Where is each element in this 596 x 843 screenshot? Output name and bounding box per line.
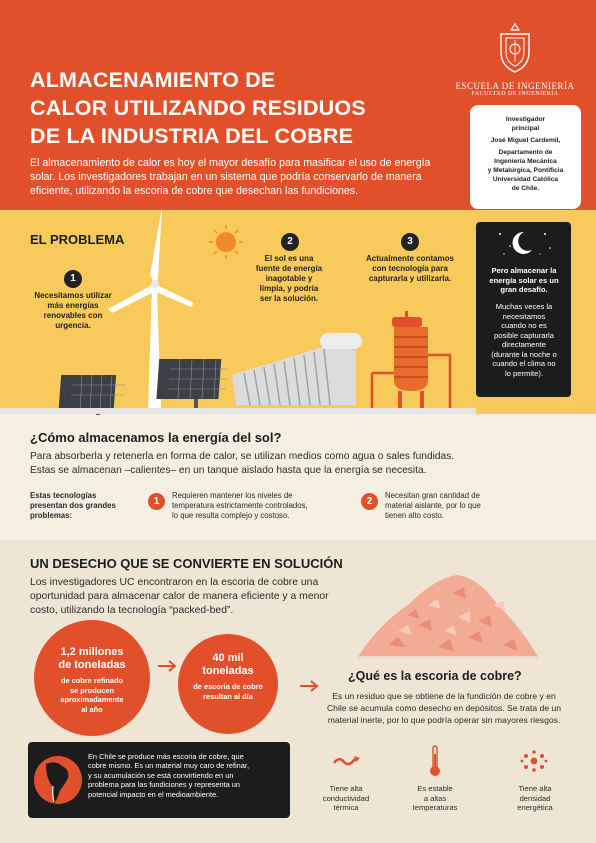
solution-paragraph: Los investigadores UC encontraron en la escoria de cobre una oportunidad para almacenar calor de manera eficiente y a menor costo, utilizando la tecnología “packed-bed”. — [30, 577, 329, 616]
shield-icon — [497, 22, 533, 74]
intro-paragraph: El almacenamiento de calor es hoy el mayor desafío para masificar el uso de energía solar. Los investigadores trabajan en un sistema que podría conservarlo de manera eficiente, utilizando la escoria de cobre que desechan las fundiciones. — [30, 157, 431, 197]
property-density: Tiene alta densidad energética — [517, 784, 553, 812]
chile-text: En Chile se produce más escoria de cobre, que cobre mismo. Es un material muy caro de refinar, y su acumulación se está convirtiendo en un problema para las fundiciones y representa un potencial impacto en el medioambiente. — [88, 752, 250, 799]
sun-icon — [209, 225, 243, 259]
property-conductivity: Tiene alta conductividad térmica — [322, 784, 370, 812]
problem-1-text: Requieren mantener los niveles de temperatura estrictamente controlados, lo que resulta complejo y costoso. — [172, 491, 308, 520]
stat-1-small: de cobre refinado se producen aproximadamente al año — [60, 676, 124, 714]
slag-answer: Es un residuo que se obtiene de la fundición de cobre y en Chile se acumula como desecho en depósitos. Se trata de un material inerte, por lo que podría operar sin mayores riesgos. — [326, 691, 562, 725]
how-heading: ¿Cómo almacenamos la energía del sol? — [30, 430, 282, 445]
night-body-text: Muchas veces la necesitamos cuando no es posible capturarla directamente (durante la noche o cuando el clima no lo permite). — [491, 302, 557, 378]
night-lead-text: Pero almacenar la energía solar es un gran desafío. — [489, 266, 559, 294]
stat-1-big: 1,2 millones de toneladas — [58, 646, 126, 671]
storage-tank-icon — [372, 311, 450, 410]
researcher-name: José Miguel Cardemil, — [490, 137, 561, 144]
property-stability: Es estable a altas temperaturas — [412, 784, 458, 812]
problem-1-badge: 1 — [148, 493, 165, 510]
step-1-text: Necesitamos utilizar más energías renovables con urgencia. — [34, 291, 112, 330]
solar-panel-icon — [156, 359, 228, 413]
stat-2-big: 40 mil toneladas — [202, 652, 254, 677]
problems-intro: Estas tecnologías presentan dos grandes problemas: — [30, 491, 116, 520]
step-3-text: Actualmente contamos con tecnología para capturarla y utilizarla. — [365, 254, 455, 283]
moon-icon — [490, 226, 560, 260]
logo-school-name: ESCUELA DE INGENIERÍA — [455, 81, 575, 91]
problem-heading: EL PROBLEMA — [30, 232, 125, 247]
how-paragraph: Para absorberla y retenerla en forma de calor, se utilizan medios como agua o sales fundidas. Estas se almacenan –calientes– en un tanque aislado hasta que la energía se necesita. — [30, 451, 455, 476]
step-1-badge: 1 — [64, 270, 82, 288]
dots-icon — [520, 748, 548, 774]
page-title: ALMACENAMIENTO DE CALOR UTILIZANDO RESIDUOS DE LA INDUSTRIA DEL COBRE — [30, 68, 366, 148]
step-2-text: El sol es una fuente de energía inagotable y limpia, y podría ser la solución. — [255, 254, 323, 303]
stat-2-small: de escoria de cobre resultan al día — [193, 682, 263, 701]
logo-faculty-name: FACULTAD DE INGENIERÍA — [471, 91, 559, 97]
slag-pile-icon — [358, 565, 538, 660]
solar-water-heater-icon — [232, 333, 362, 405]
solution-heading: UN DESECHO QUE SE CONVIERTE EN SOLUCIÓN — [30, 556, 343, 571]
university-logo — [455, 22, 575, 97]
thermometer-icon — [428, 744, 442, 778]
step-3-badge: 3 — [401, 233, 419, 251]
problem-2-text: Necesitan gran cantidad de material aislante, por lo que tienen alto costo. — [385, 491, 481, 520]
arrow-right-icon — [158, 660, 178, 672]
step-2-badge: 2 — [281, 233, 299, 251]
wave-icon — [332, 754, 362, 768]
globe-south-america-icon — [32, 750, 84, 810]
researcher-card: Investigador principal José Miguel Cardemil, Departamento de Ingeniería Mecánica y Metalúrgica, Pontificia Universidad Católica de Chile. — [470, 105, 581, 209]
problem-2-badge: 2 — [361, 493, 378, 510]
slag-question: ¿Qué es la escoria de cobre? — [348, 669, 522, 683]
